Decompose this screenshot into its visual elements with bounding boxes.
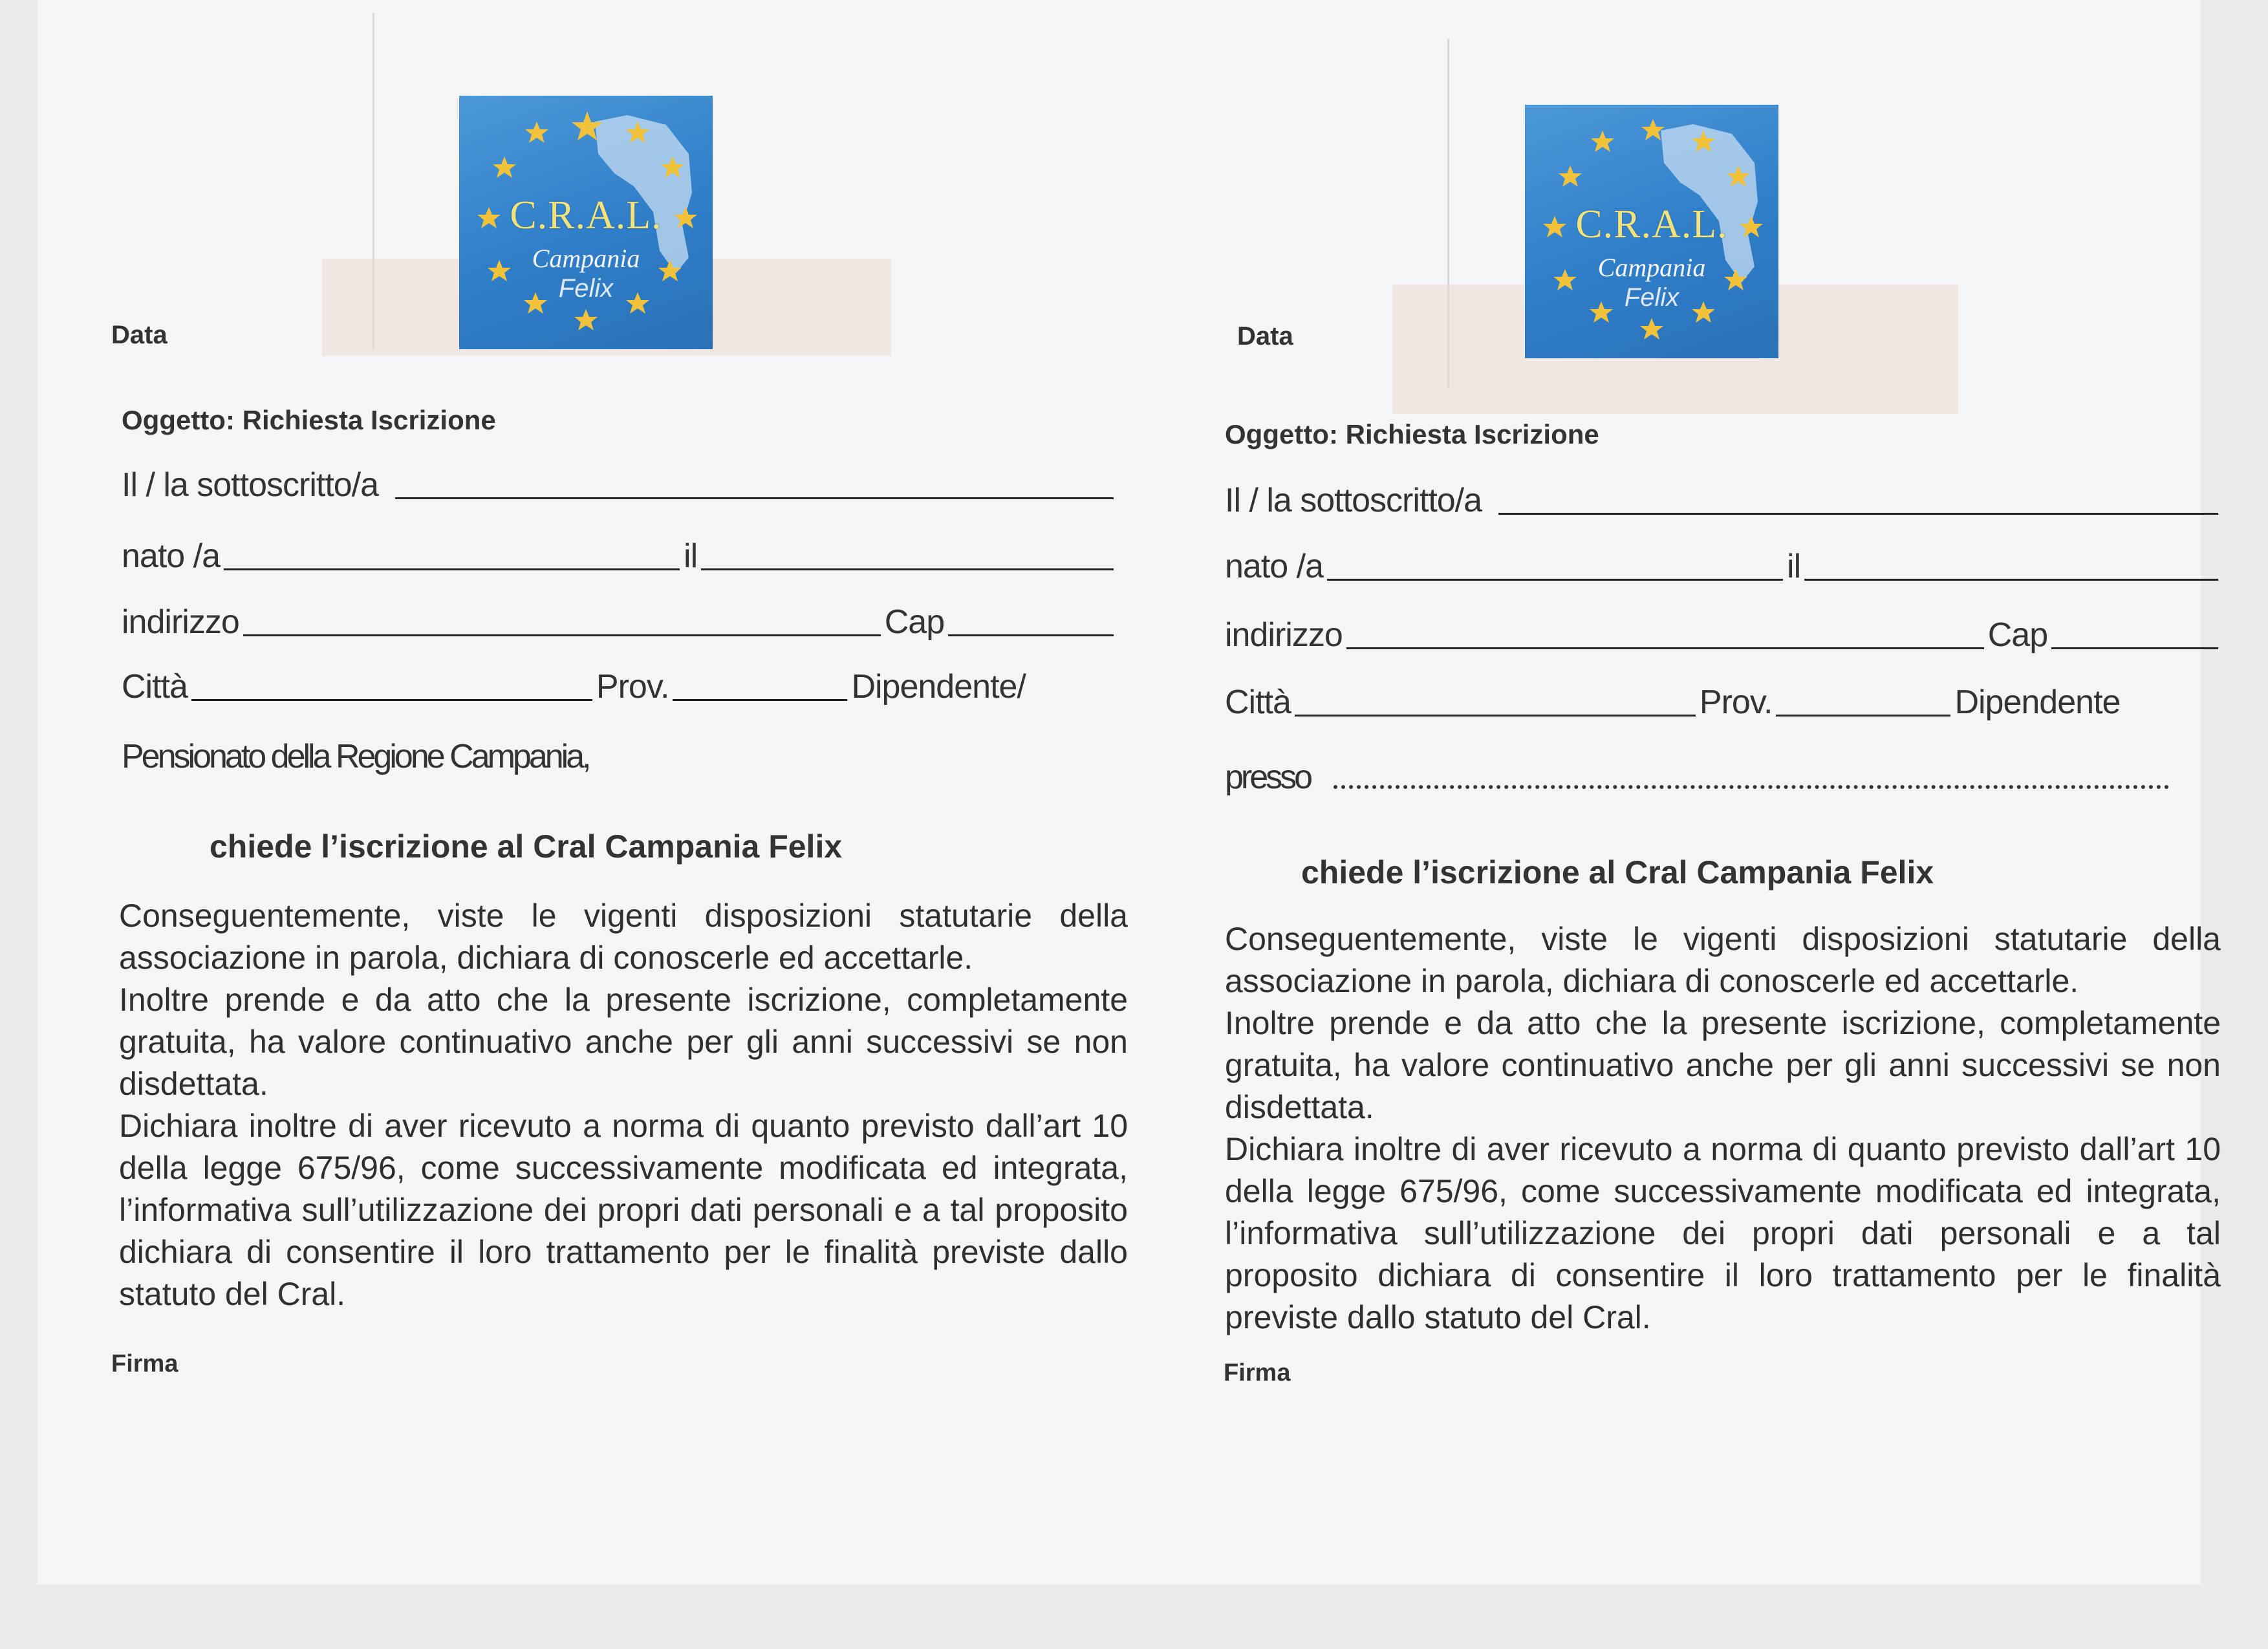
subject-line: Oggetto: Richiesta Iscrizione bbox=[122, 405, 496, 435]
scanned-sheet bbox=[38, 0, 2221, 1584]
blank-line[interactable] bbox=[948, 634, 1114, 636]
logo-title: C.R.A.L. bbox=[1575, 202, 1728, 246]
field-label: Cap bbox=[884, 603, 945, 641]
field-row-nato bbox=[1225, 547, 2222, 586]
blank-line[interactable] bbox=[1327, 579, 1783, 581]
blank-line[interactable] bbox=[243, 634, 881, 636]
request-heading: chiede l’iscrizione al Cral Campania Felix bbox=[1301, 854, 1934, 890]
field-label: Dipendente/ bbox=[851, 668, 1026, 706]
cral-logo bbox=[459, 96, 713, 349]
blank-line[interactable] bbox=[1804, 579, 2218, 581]
blank-line[interactable] bbox=[224, 568, 680, 570]
signature-label: Firma bbox=[1224, 1359, 1291, 1386]
blank-line[interactable] bbox=[1346, 647, 1984, 649]
field-label: Il / la sottoscritto/a bbox=[122, 466, 379, 504]
blank-line[interactable] bbox=[673, 699, 847, 701]
blank-line[interactable] bbox=[2051, 647, 2218, 649]
subject-line: Oggetto: Richiesta Iscrizione bbox=[1225, 419, 1599, 449]
field-label: indirizzo bbox=[122, 603, 239, 641]
field-label: presso bbox=[1225, 759, 1311, 796]
field-row-presso bbox=[1225, 758, 2169, 797]
logo-title: C.R.A.L. bbox=[510, 193, 662, 237]
blank-line[interactable] bbox=[701, 568, 1114, 570]
field-row-nato bbox=[122, 537, 1118, 576]
field-label: Cap bbox=[1987, 616, 2048, 654]
field-row-citta bbox=[1225, 683, 2222, 722]
field-label: nato /a bbox=[122, 537, 221, 575]
field-label: il bbox=[684, 537, 698, 575]
data-label: Data bbox=[1237, 322, 1293, 350]
dotted-blank-line[interactable] bbox=[1334, 785, 2169, 789]
paragraph: Inoltre prende e da atto che la presente iscrizione, completamente gratuita, ha valore continuativo anche per gli anni successivi se non disdettata. bbox=[119, 982, 1128, 1102]
blank-line[interactable] bbox=[1776, 715, 1950, 717]
pensionato-line: Pensionato della Regione Campania, bbox=[122, 738, 589, 775]
field-row-indirizzo bbox=[122, 603, 1118, 641]
field-label: nato /a bbox=[1225, 548, 1324, 585]
paragraph: Inoltre prende e da atto che la presente iscrizione, completamente gratuita, ha valore continuativo anche per gli anni successivi se non disdettata. bbox=[1225, 1005, 2221, 1125]
blank-line[interactable] bbox=[1295, 715, 1696, 717]
field-row-indirizzo bbox=[1225, 616, 2222, 654]
field-row-sottoscritto bbox=[1225, 481, 2222, 520]
field-row-citta bbox=[122, 667, 1121, 706]
logo-subtitle: Campania bbox=[1597, 253, 1706, 282]
declaration-text bbox=[119, 895, 1128, 1315]
paragraph: Dichiara inoltre di aver ricevuto a norma di quanto previsto dall’art 10 della legge 675/96, come successivamente modificata ed integrata, l’informativa sull’utilizzazione dei propri dati personali e a tal proposito dichiara di consentire il loro trattamento per le finalità previste dallo statuto del Cral. bbox=[1225, 1131, 2221, 1335]
field-label: Prov. bbox=[596, 668, 669, 706]
blank-line[interactable] bbox=[395, 497, 1114, 499]
field-label: Dipendente bbox=[1954, 684, 2121, 721]
cral-logo bbox=[1525, 105, 1778, 358]
logo-subtitle: Felix bbox=[1624, 283, 1679, 312]
field-label: Città bbox=[1225, 684, 1291, 721]
signature-label: Firma bbox=[111, 1350, 178, 1377]
field-label: Il / la sottoscritto/a bbox=[1225, 482, 1482, 519]
field-label: il bbox=[1787, 548, 1801, 585]
paragraph: Conseguentemente, viste le vigenti disposizioni statutarie della associazione in parola, dichiara di conoscerle ed accettarle. bbox=[119, 898, 1128, 976]
blank-line[interactable] bbox=[1498, 513, 2218, 515]
field-row-sottoscritto bbox=[122, 466, 1118, 504]
field-label: indirizzo bbox=[1225, 616, 1343, 654]
request-heading: chiede l’iscrizione al Cral Campania Felix bbox=[210, 828, 843, 865]
logo-subtitle: Felix bbox=[558, 274, 614, 303]
form-left bbox=[38, 0, 1128, 1584]
field-label: Prov. bbox=[1699, 684, 1773, 721]
field-label: Città bbox=[122, 668, 188, 706]
logo-subtitle: Campania bbox=[532, 244, 640, 273]
paragraph: Dichiara inoltre di aver ricevuto a norma di quanto previsto dall’art 10 della legge 675/96, come successivamente modificata ed integrata, l’informativa sull’utilizzazione dei propri dati personali e a tal proposito dichiara di consentire il loro trattamento per le finalità previste dallo statuto del Cral. bbox=[119, 1108, 1128, 1312]
blank-line[interactable] bbox=[191, 699, 592, 701]
data-label: Data bbox=[111, 321, 167, 349]
form-right bbox=[1137, 0, 2221, 1584]
declaration-text bbox=[1225, 918, 2221, 1339]
paragraph: Conseguentemente, viste le vigenti disposizioni statutarie della associazione in parola, dichiara di conoscerle ed accettarle. bbox=[1225, 921, 2221, 999]
